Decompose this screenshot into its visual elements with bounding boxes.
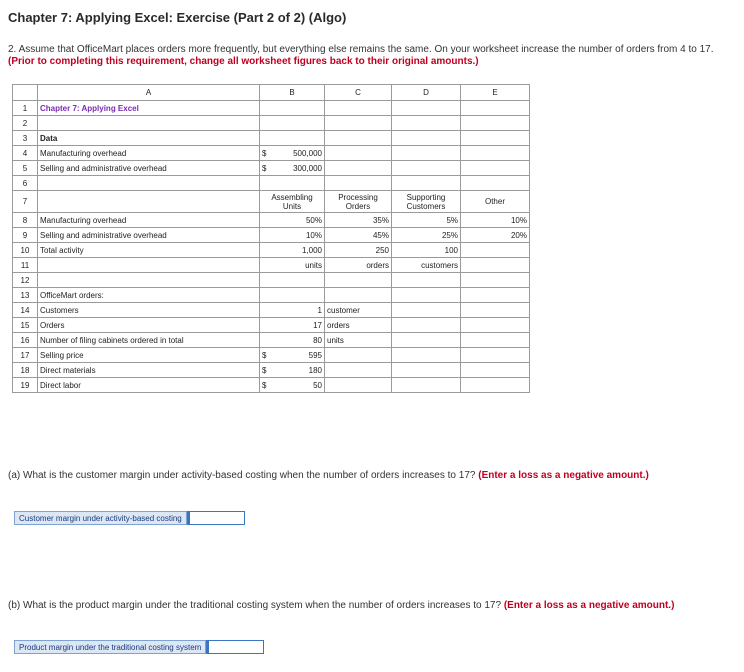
cell-b8: 50%	[260, 213, 325, 228]
cell-c8: 35%	[325, 213, 392, 228]
currency-symbol: $	[262, 380, 267, 390]
row-number: 1	[13, 101, 38, 116]
question-a	[8, 470, 728, 482]
sheet-row	[13, 303, 530, 318]
row-number: 4	[13, 146, 38, 161]
sheet-row	[13, 258, 530, 273]
row-number: 3	[13, 131, 38, 146]
sheet-row	[13, 101, 530, 116]
cell-b17	[260, 348, 325, 363]
cell-b18-value: 180	[308, 365, 322, 375]
cell-a15: Orders	[38, 318, 260, 333]
cell-c15: orders	[325, 318, 392, 333]
cell-a3: Data	[38, 131, 260, 146]
sheet-row	[13, 318, 530, 333]
cell-c10: 250	[325, 243, 392, 258]
cell-b18	[260, 363, 325, 378]
sheet-row	[13, 378, 530, 393]
row-number: 16	[13, 333, 38, 348]
question-2-note: (Prior to completing this requirement, change all worksheet figures back to their original amounts.)	[8, 56, 479, 67]
currency-symbol: $	[262, 148, 267, 158]
cell-b5-value: 300,000	[293, 163, 322, 173]
cell-a4: Manufacturing overhead	[38, 146, 260, 161]
row-number: 8	[13, 213, 38, 228]
cell-a16: Number of filing cabinets ordered in total	[38, 333, 260, 348]
sheet-row	[13, 213, 530, 228]
cell-e9: 20%	[461, 228, 530, 243]
row-number: 2	[13, 116, 38, 131]
question-b	[8, 600, 728, 612]
row-number: 5	[13, 161, 38, 176]
cell-c11: orders	[325, 258, 392, 273]
sheet-row	[13, 363, 530, 378]
sheet-row	[13, 131, 530, 146]
cell-a14: Customers	[38, 303, 260, 318]
column-header-d: D	[392, 85, 461, 101]
row-number: 15	[13, 318, 38, 333]
sheet-row	[13, 288, 530, 303]
cell-b16: 80	[260, 333, 325, 348]
question-b-text: (b) What is the product margin under the traditional costing system when the number of orders increases to 17?	[8, 600, 502, 611]
row-number: 11	[13, 258, 38, 273]
sheet-row	[13, 228, 530, 243]
cell-e7: Other	[461, 191, 530, 213]
cell-b4-value: 500,000	[293, 148, 322, 158]
worksheet	[12, 84, 530, 393]
cell-b10: 1,000	[260, 243, 325, 258]
sheet-row	[13, 191, 530, 213]
product-margin-label: Product margin under the traditional costing system	[14, 640, 206, 654]
cell-a17: Selling price	[38, 348, 260, 363]
column-header-b: B	[260, 85, 325, 101]
cell-a8: Manufacturing overhead	[38, 213, 260, 228]
row-number: 13	[13, 288, 38, 303]
cell-b5	[260, 161, 325, 176]
cell-c9: 45%	[325, 228, 392, 243]
sheet-row	[13, 116, 530, 131]
cell-b19-value: 50	[313, 380, 322, 390]
cell-b11: units	[260, 258, 325, 273]
cell-a19: Direct labor	[38, 378, 260, 393]
cell-b15: 17	[260, 318, 325, 333]
sheet-row	[13, 161, 530, 176]
cell-b7: Assembling Units	[260, 191, 325, 213]
answer-row-a	[14, 511, 245, 525]
page-title: Chapter 7: Applying Excel: Exercise (Part 2 of 2) (Algo)	[8, 10, 347, 25]
row-number: 9	[13, 228, 38, 243]
cell-c7: Processing Orders	[325, 191, 392, 213]
row-number: 19	[13, 378, 38, 393]
answer-row-b	[14, 640, 264, 654]
cell-a5: Selling and administrative overhead	[38, 161, 260, 176]
cell-d11: customers	[392, 258, 461, 273]
cell-d8: 5%	[392, 213, 461, 228]
customer-margin-input[interactable]	[187, 511, 245, 525]
cell-b17-value: 595	[308, 350, 322, 360]
corner-cell	[13, 85, 38, 101]
column-header-a: A	[38, 85, 260, 101]
cell-b19	[260, 378, 325, 393]
sheet-row	[13, 333, 530, 348]
sheet-row	[13, 243, 530, 258]
question-2	[8, 44, 728, 68]
question-a-note: (Enter a loss as a negative amount.)	[478, 470, 649, 481]
product-margin-input[interactable]	[206, 640, 264, 654]
row-number: 6	[13, 176, 38, 191]
sheet-row	[13, 273, 530, 288]
currency-symbol: $	[262, 163, 267, 173]
cell-d7: Supporting Customers	[392, 191, 461, 213]
sheet-row	[13, 348, 530, 363]
question-2-text: 2. Assume that OfficeMart places orders more frequently, but everything else remains the same. On your worksheet increase the number of orders from 4 to 17.	[8, 44, 714, 55]
question-b-note: (Enter a loss as a negative amount.)	[503, 600, 675, 611]
row-number: 17	[13, 348, 38, 363]
row-number: 12	[13, 273, 38, 288]
row-number: 14	[13, 303, 38, 318]
customer-margin-label: Customer margin under activity-based costing	[14, 511, 187, 525]
cell-a13: OfficeMart orders:	[38, 288, 260, 303]
cell-d9: 25%	[392, 228, 461, 243]
row-number: 10	[13, 243, 38, 258]
row-number: 18	[13, 363, 38, 378]
cell-a18: Direct materials	[38, 363, 260, 378]
column-header-e: E	[461, 85, 530, 101]
cell-b4	[260, 146, 325, 161]
currency-symbol: $	[262, 350, 267, 360]
question-a-text: (a) What is the customer margin under activity-based costing when the number of orders increases to 17?	[8, 470, 476, 481]
cell-b14: 1	[260, 303, 325, 318]
sheet-row	[13, 146, 530, 161]
cell-b9: 10%	[260, 228, 325, 243]
cell-a9: Selling and administrative overhead	[38, 228, 260, 243]
cell-c14: customer	[325, 303, 392, 318]
cell-c16: units	[325, 333, 392, 348]
currency-symbol: $	[262, 365, 267, 375]
cell-a1: Chapter 7: Applying Excel	[38, 101, 260, 116]
row-number: 7	[13, 191, 38, 213]
cell-e8: 10%	[461, 213, 530, 228]
column-header-c: C	[325, 85, 392, 101]
cell-d10: 100	[392, 243, 461, 258]
cell-a10: Total activity	[38, 243, 260, 258]
sheet-row	[13, 176, 530, 191]
